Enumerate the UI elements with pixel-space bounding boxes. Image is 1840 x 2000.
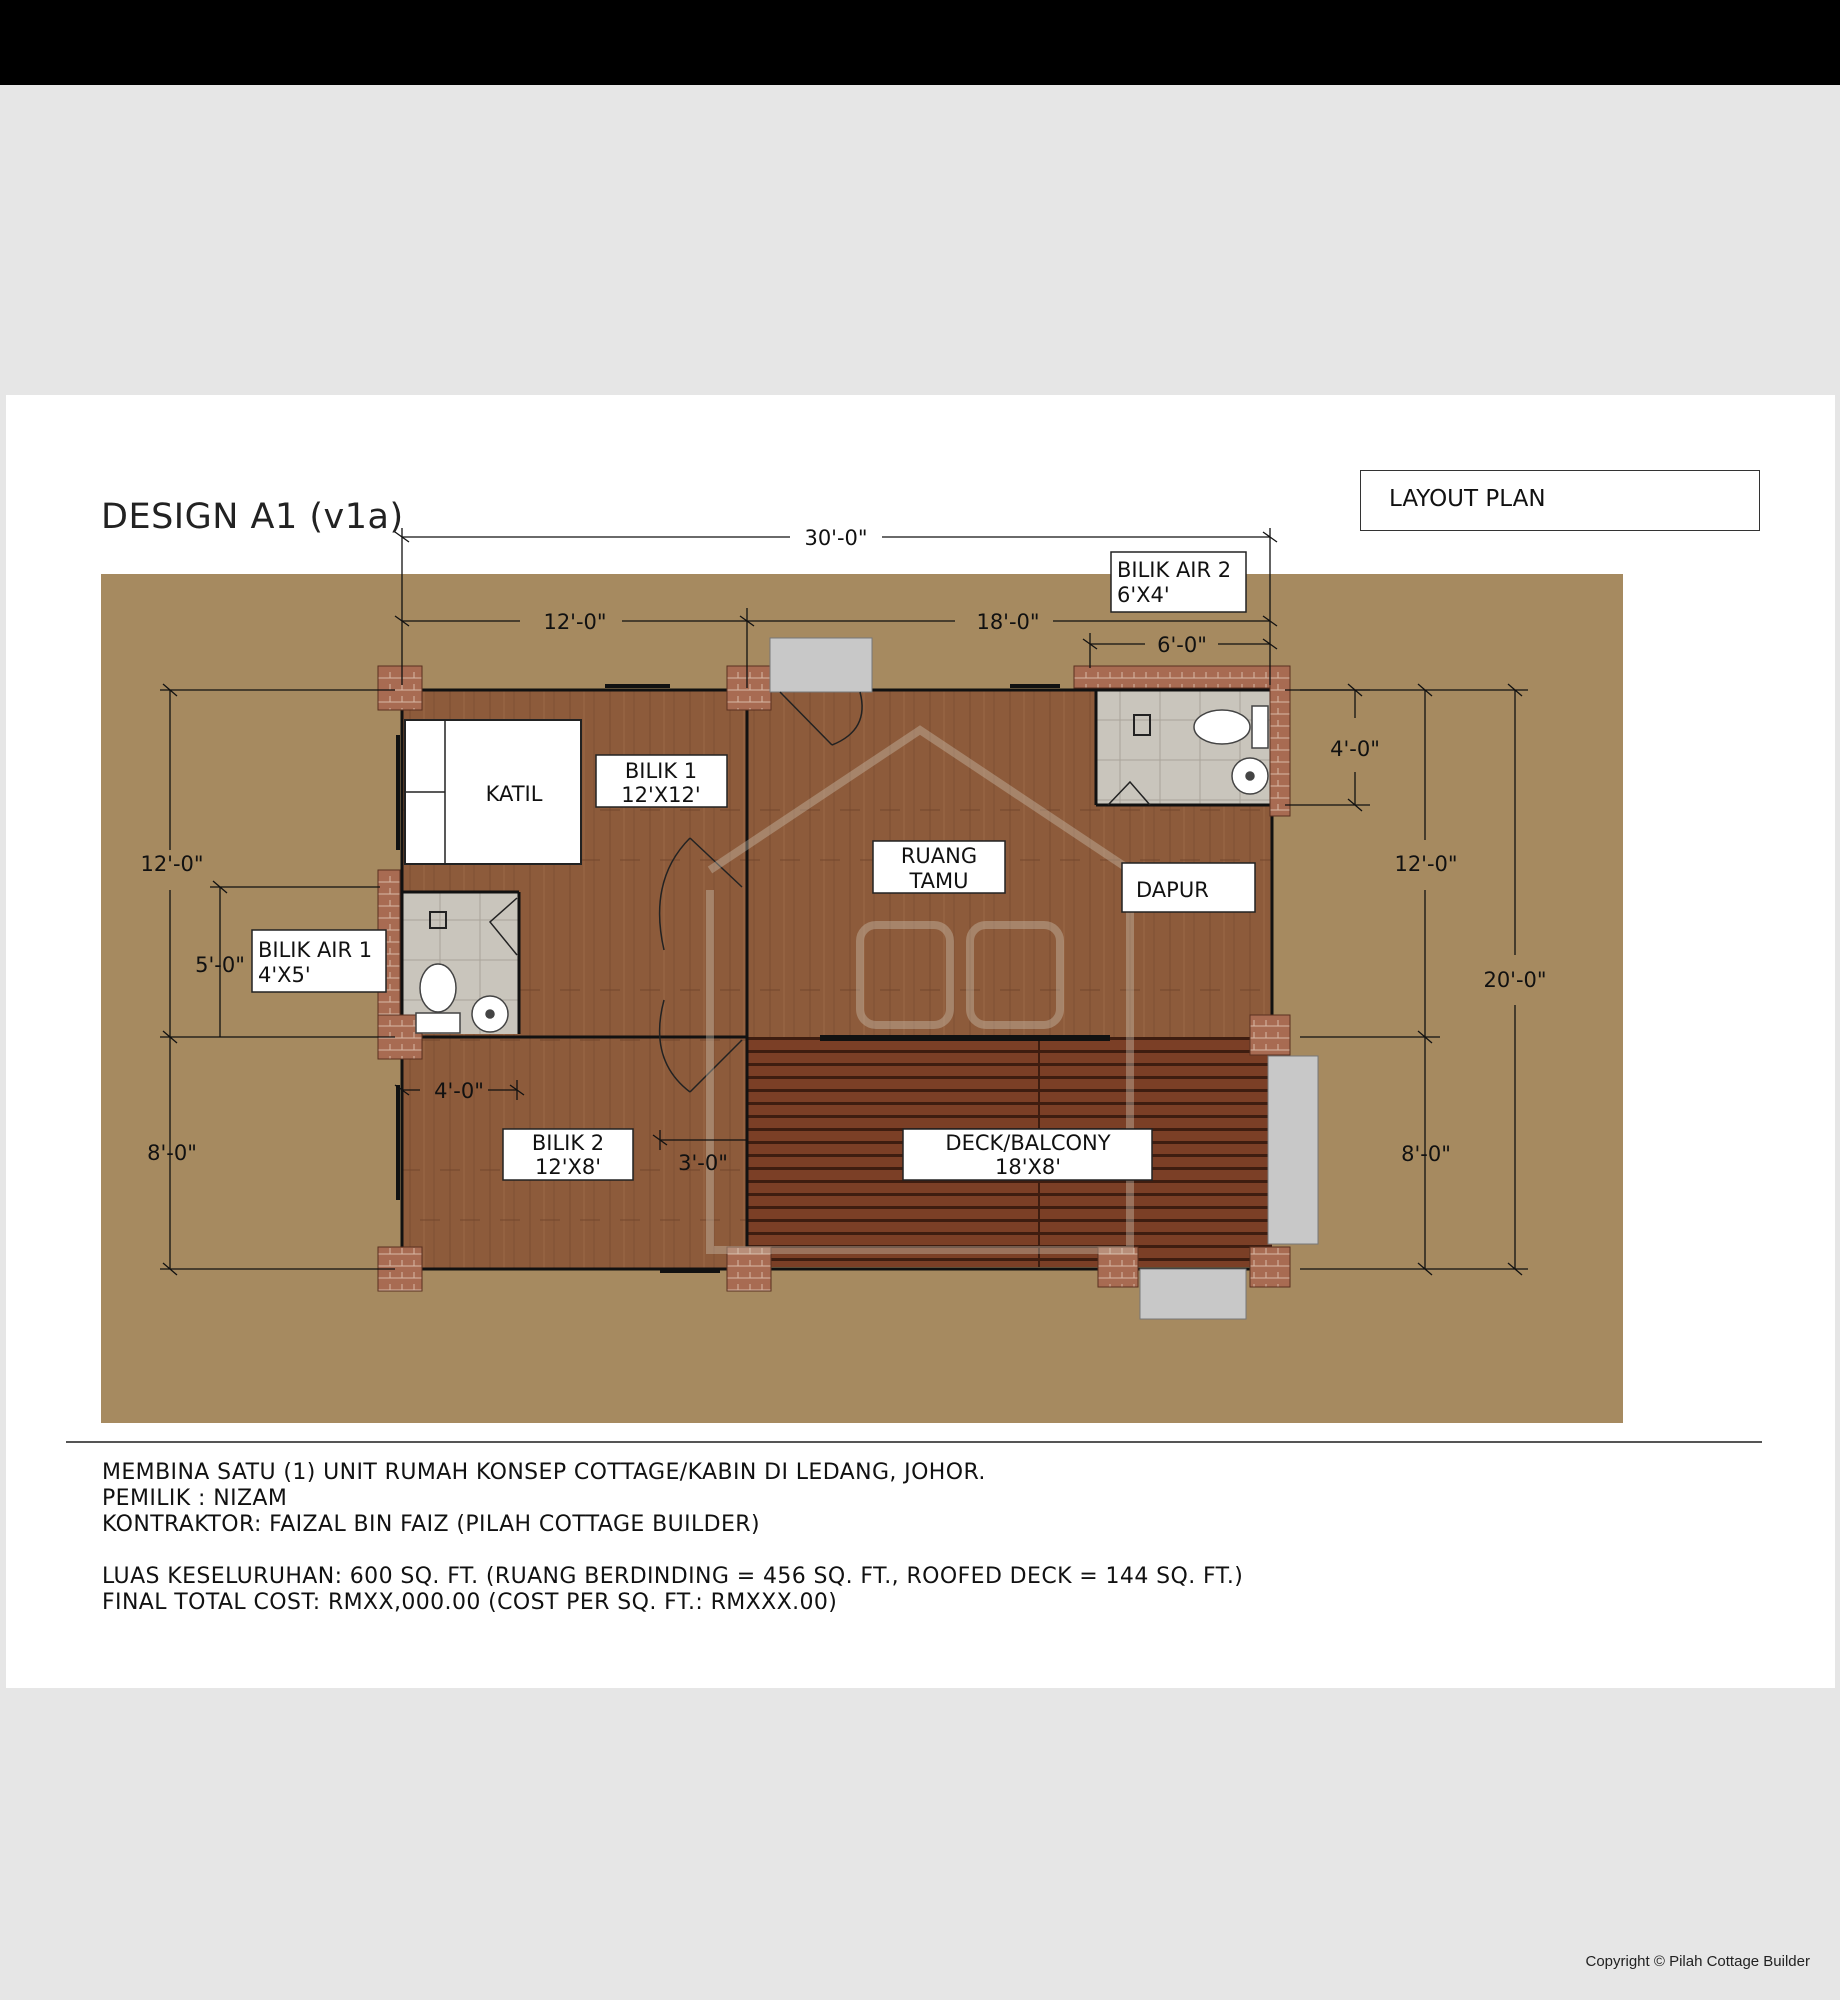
room-bilik1-size: 12'X12' — [621, 783, 701, 807]
room-dapur: DAPUR — [1136, 878, 1209, 902]
room-deck-name: DECK/BALCONY — [945, 1131, 1111, 1155]
dim-left-bath-height: 5'-0" — [195, 953, 245, 977]
note-project: MEMBINA SATU (1) UNIT RUMAH KONSEP COTTAGE/KABIN DI LEDANG, JOHOR. — [102, 1460, 986, 1485]
dim-left-width: 12'-0" — [543, 610, 607, 634]
note-cost: FINAL TOTAL COST: RMXX,000.00 (COST PER SQ. FT.: RMXXX.00) — [102, 1590, 838, 1615]
room-bilik1-name: BILIK 1 — [624, 759, 698, 783]
dim-right-total-height: 20'-0" — [1483, 968, 1547, 992]
dim-bilik2-offset: 4'-0" — [434, 1079, 484, 1103]
dim-overall-width: 30'-0" — [804, 526, 868, 550]
room-bilik-air2-size: 6'X4' — [1117, 583, 1170, 607]
note-area: LUAS KESELURUHAN: 600 SQ. FT. (RUANG BERDINDING = 456 SQ. FT., ROOFED DECK = 144 SQ. FT.) — [102, 1564, 1244, 1589]
room-bilik-air1-name: BILIK AIR 1 — [258, 938, 373, 962]
dim-bathroom2-width: 6'-0" — [1157, 633, 1207, 657]
layout-plan-label: LAYOUT PLAN — [1360, 470, 1760, 531]
dim-right-width: 18'-0" — [976, 610, 1040, 634]
room-bilik-air2-name: BILIK AIR 2 — [1117, 558, 1232, 582]
design-title: DESIGN A1 (v1a) — [101, 497, 404, 537]
room-katil: KATIL — [485, 782, 543, 806]
room-deck-size: 18'X8' — [994, 1155, 1062, 1179]
dim-door-gap: 3'-0" — [678, 1151, 728, 1175]
dim-bathroom2-depth: 4'-0" — [1330, 737, 1380, 761]
room-ruang-tamu-2: TAMU — [909, 869, 969, 893]
note-owner: PEMILIK : NIZAM — [102, 1486, 288, 1511]
room-bilik-air1-size: 4'X5' — [258, 963, 311, 987]
copyright-text: Copyright © Pilah Cottage Builder — [1585, 1953, 1810, 1970]
project-notes — [102, 1460, 1243, 1616]
notes-separator — [66, 1441, 1762, 1443]
dim-left-top-height: 12'-0" — [140, 852, 204, 876]
dim-right-top-height: 12'-0" — [1394, 852, 1458, 876]
room-bilik2-name: BILIK 2 — [531, 1131, 605, 1155]
dim-left-bottom-height: 8'-0" — [147, 1141, 197, 1165]
note-contractor: KONTRAKTOR: FAIZAL BIN FAIZ (PILAH COTTAGE BUILDER) — [102, 1512, 760, 1537]
room-ruang-tamu-1: RUANG — [900, 844, 978, 868]
dim-right-bottom-height: 8'-0" — [1401, 1142, 1451, 1166]
room-bilik2-size: 12'X8' — [534, 1155, 602, 1179]
